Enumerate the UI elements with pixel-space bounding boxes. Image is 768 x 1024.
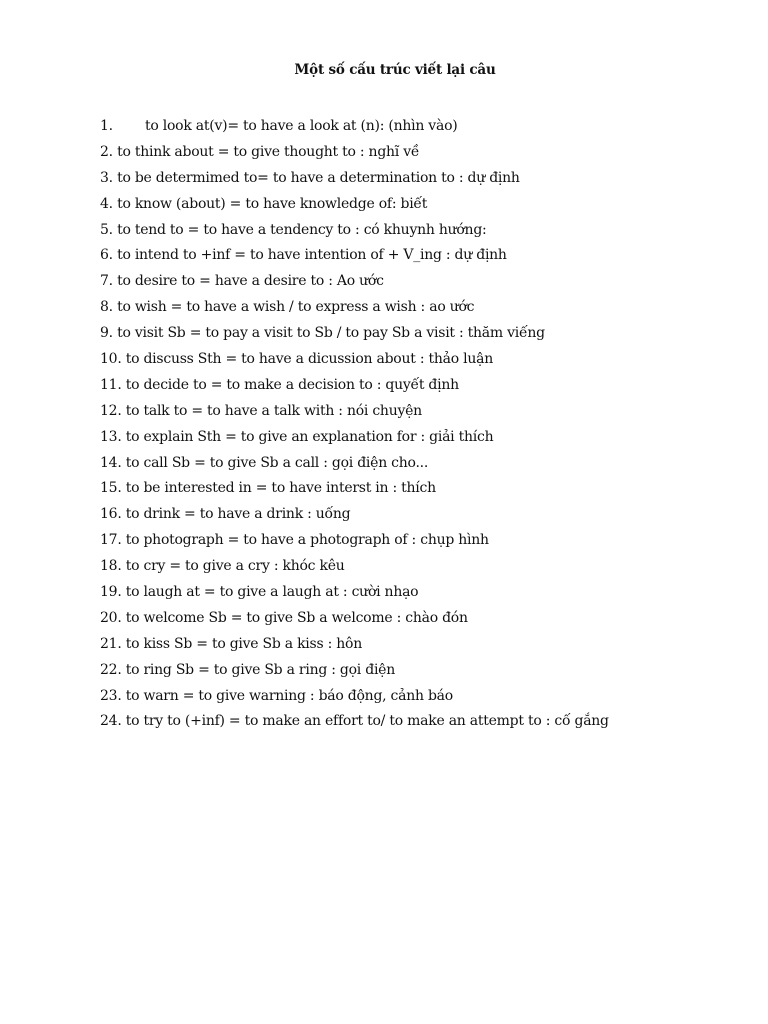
item-number: 5. bbox=[100, 221, 113, 238]
item-text: to intend to +inf = to have intention of + V_ing : dự định bbox=[117, 247, 507, 264]
list-item bbox=[100, 634, 609, 660]
list-item bbox=[100, 116, 609, 142]
item-number: 2. bbox=[100, 143, 113, 160]
list-item bbox=[100, 504, 609, 530]
item-number: 3. bbox=[100, 169, 113, 186]
item-text: to warn = to give warning : báo động, cảnh báo bbox=[125, 687, 453, 704]
item-number: 12. bbox=[100, 402, 122, 419]
list-item bbox=[100, 530, 609, 556]
item-text: to call Sb = to give Sb a call : gọi điện cho... bbox=[125, 454, 429, 471]
item-text: to visit Sb = to pay a visit to Sb / to pay Sb a visit : thăm viếng bbox=[117, 325, 545, 342]
list-item bbox=[100, 582, 609, 608]
item-number: 19. bbox=[100, 584, 122, 601]
item-number: 7. bbox=[100, 273, 113, 290]
item-number: 1. bbox=[100, 118, 113, 134]
item-text: to discuss Sth = to have a dicussion about : thảo luận bbox=[125, 351, 493, 368]
item-text: to tend to = to have a tendency to : có khuynh hướng: bbox=[117, 221, 487, 238]
item-number: 23. bbox=[100, 687, 122, 704]
item-text: to be determimed to= to have a determination to : dự định bbox=[117, 169, 520, 186]
list-item bbox=[100, 608, 609, 634]
list-item bbox=[100, 323, 609, 349]
list-item bbox=[100, 142, 609, 168]
item-text: to desire to = have a desire to : Ao ước bbox=[117, 273, 384, 290]
item-number: 22. bbox=[100, 661, 122, 678]
item-text: to welcome Sb = to give Sb a welcome : chào đón bbox=[125, 609, 468, 626]
item-text: to talk to = to have a talk with : nói chuyện bbox=[125, 402, 422, 419]
item-text: to look at(v)= to have a look at (n): (nhìn vào) bbox=[145, 118, 458, 134]
item-number: 20. bbox=[100, 609, 122, 626]
list-item bbox=[100, 556, 609, 582]
list-item bbox=[100, 349, 609, 375]
item-number: 8. bbox=[100, 299, 113, 316]
item-text: to know (about) = to have knowledge of: biết bbox=[117, 195, 428, 212]
list-item bbox=[100, 478, 609, 504]
item-number: 10. bbox=[100, 351, 122, 368]
item-text: to try to (+inf) = to make an effort to/ to make an attempt to : cố gắng bbox=[125, 713, 609, 730]
item-text: to wish = to have a wish / to express a wish : ao ước bbox=[117, 299, 475, 316]
item-number: 21. bbox=[100, 635, 122, 652]
list-item bbox=[100, 220, 609, 246]
item-text: to ring Sb = to give Sb a ring : gọi điện bbox=[125, 661, 395, 678]
list-item bbox=[100, 271, 609, 297]
item-number: 16. bbox=[100, 506, 122, 523]
item-number: 9. bbox=[100, 325, 113, 342]
list-item bbox=[100, 453, 609, 479]
structure-list bbox=[100, 116, 609, 737]
item-text: to think about = to give thought to : nghĩ về bbox=[117, 143, 420, 160]
item-text: to photograph = to have a photograph of : chụp hình bbox=[125, 532, 489, 549]
item-text: to drink = to have a drink : uống bbox=[125, 506, 351, 523]
item-number: 15. bbox=[100, 480, 122, 497]
item-text: to laugh at = to give a laugh at : cười nhạo bbox=[125, 584, 419, 601]
item-text: to cry = to give a cry : khóc kêu bbox=[125, 558, 345, 575]
item-number: 4. bbox=[100, 195, 113, 212]
list-item bbox=[100, 245, 609, 271]
item-text: to decide to = to make a decision to : quyết định bbox=[125, 376, 459, 393]
list-item bbox=[100, 711, 609, 737]
item-text: to be interested in = to have interst in : thích bbox=[125, 480, 436, 497]
list-item bbox=[100, 660, 609, 686]
item-number: 13. bbox=[100, 428, 122, 445]
item-number: 24. bbox=[100, 713, 122, 730]
list-item bbox=[100, 194, 609, 220]
list-item bbox=[100, 686, 609, 712]
list-item bbox=[100, 427, 609, 453]
item-number: 6. bbox=[100, 247, 113, 264]
list-item bbox=[100, 375, 609, 401]
item-number: 14. bbox=[100, 454, 122, 471]
item-number: 18. bbox=[100, 558, 122, 575]
item-number: 17. bbox=[100, 532, 122, 549]
item-text: to explain Sth = to give an explanation for : giải thích bbox=[125, 428, 494, 445]
page-title: Một số cấu trúc viết lại câu bbox=[294, 62, 496, 78]
item-text: to kiss Sb = to give Sb a kiss : hôn bbox=[125, 635, 362, 652]
item-number: 11. bbox=[100, 376, 122, 393]
list-item bbox=[100, 401, 609, 427]
list-item bbox=[100, 168, 609, 194]
list-item bbox=[100, 297, 609, 323]
